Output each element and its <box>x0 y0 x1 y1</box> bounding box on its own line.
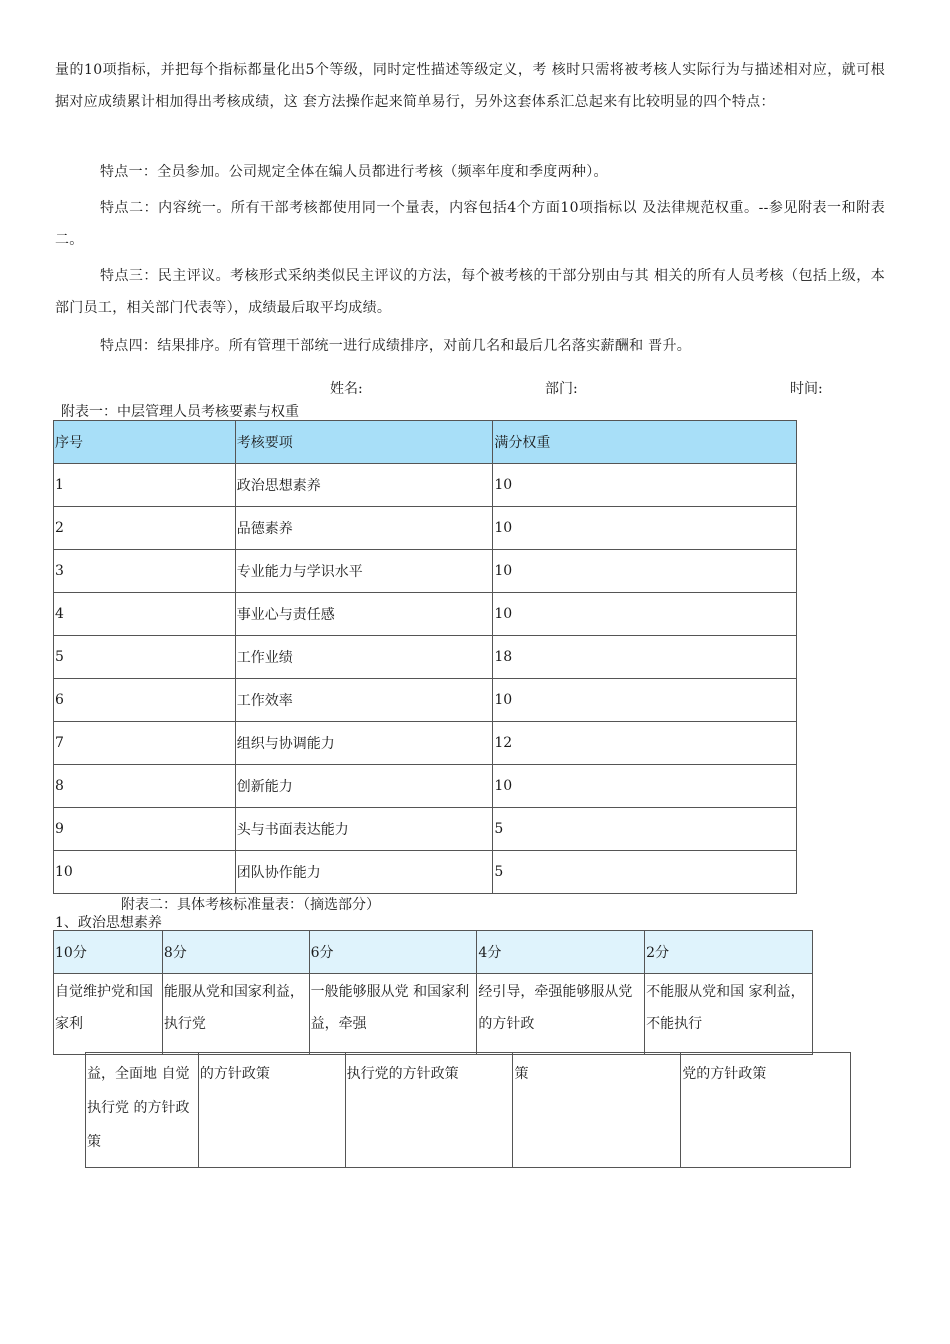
table-row <box>54 507 797 550</box>
cell: 的方针政策 <box>198 1053 345 1168</box>
table-row <box>54 722 797 765</box>
dept-label: 部门: <box>545 381 578 397</box>
cell: 10 <box>493 765 797 808</box>
cell: 10 <box>54 851 236 894</box>
cell: 专业能力与学识水平 <box>235 550 493 593</box>
cell: 10 <box>493 464 797 507</box>
table-header-row <box>54 931 813 974</box>
cell: 2 <box>54 507 236 550</box>
cell: 10 <box>493 679 797 722</box>
table-row <box>54 636 797 679</box>
header-cell: 序号 <box>54 421 236 464</box>
cell: 不能服从党和国 家利益，不能执行 <box>645 974 813 1055</box>
cell: 工作业绩 <box>235 636 493 679</box>
cell: 事业心与责任感 <box>235 593 493 636</box>
cell: 能服从党和国家利益，执行党 <box>162 974 309 1055</box>
table-row <box>54 464 797 507</box>
paragraph-feature-3: 特点三：民主评议。考核形式采纳类似民主评议的方法，每个被考核的干部分别由与其 相关的所有人员考核（包括上级，本部门员工，相关部门代表等），成绩最后取平均成绩。 <box>55 268 885 316</box>
table-row <box>54 765 797 808</box>
cell: 头与书面表达能力 <box>235 808 493 851</box>
cell: 10 <box>493 507 797 550</box>
cell: 组织与协调能力 <box>235 722 493 765</box>
table-row <box>54 679 797 722</box>
header-cell: 10分 <box>54 931 163 974</box>
paragraph-feature-1: 特点一：全员参加。公司规定全体在编人员都进行考核（频率年度和季度两种）。 <box>100 164 608 180</box>
cell: 12 <box>493 722 797 765</box>
cell: 7 <box>54 722 236 765</box>
cell: 5 <box>493 808 797 851</box>
cell: 8 <box>54 765 236 808</box>
cell: 工作效率 <box>235 679 493 722</box>
cell: 团队协作能力 <box>235 851 493 894</box>
header-cell: 8分 <box>162 931 309 974</box>
cell: 党的方针政策 <box>681 1053 851 1168</box>
table2-caption: 附表二：具体考核标准量表：（摘选部分） <box>121 897 380 913</box>
table-row <box>54 974 813 1055</box>
cell: 10 <box>493 550 797 593</box>
header-cell: 6分 <box>309 931 477 974</box>
standards-table <box>53 930 813 1055</box>
cell: 一般能够服从党 和国家利益，牵强 <box>309 974 477 1055</box>
cell: 创新能力 <box>235 765 493 808</box>
cell: 9 <box>54 808 236 851</box>
name-label: 姓名: <box>330 381 363 397</box>
cell: 10 <box>493 593 797 636</box>
standards-table-continued <box>85 1052 851 1168</box>
header-cell: 2分 <box>645 931 813 974</box>
cell: 1 <box>54 464 236 507</box>
cell: 6 <box>54 679 236 722</box>
table2-subcaption: 1、政治思想素养 <box>55 915 162 931</box>
table-row <box>54 593 797 636</box>
cell: 18 <box>493 636 797 679</box>
table-row <box>54 851 797 894</box>
cell: 执行党的方针政策 <box>345 1053 513 1168</box>
header-cell: 考核要项 <box>235 421 493 464</box>
header-cell: 4分 <box>477 931 645 974</box>
cell: 5 <box>54 636 236 679</box>
cell: 益，全面地 自觉执行党 的方针政策 <box>86 1053 199 1168</box>
weights-table <box>53 420 797 894</box>
cell: 自觉维护党和国家利 <box>54 974 163 1055</box>
table-header-row <box>54 421 797 464</box>
cell: 经引导，牵强能够服从党的方针政 <box>477 974 645 1055</box>
table1-caption: 附表一：中层管理人员考核要素与权重 <box>61 404 299 420</box>
cell: 政治思想素养 <box>235 464 493 507</box>
table-row <box>54 808 797 851</box>
paragraph-intro: 量的10项指标，并把每个指标都量化出5个等级，同时定性描述等级定义，考 核时只需将被考核人实际行为与描述相对应，就可根据对应成绩累计相加得出考核成绩，这 套方法操作起来简单易行，另外这套体系汇总起来有比较明显的四个特点： <box>55 62 885 110</box>
cell: 品德素养 <box>235 507 493 550</box>
table-row <box>54 550 797 593</box>
cell: 5 <box>493 851 797 894</box>
time-label: 时间: <box>790 381 823 397</box>
cell: 策 <box>513 1053 681 1168</box>
cell: 4 <box>54 593 236 636</box>
cell: 3 <box>54 550 236 593</box>
paragraph-feature-4: 特点四：结果排序。所有管理干部统一进行成绩排序，对前几名和最后几名落实薪酬和 晋升。 <box>100 338 692 354</box>
paragraph-feature-2: 特点二：内容统一。所有干部考核都使用同一个量表，内容包括4个方面10项指标以 及法律规范权重。--参见附表一和附表二。 <box>55 200 885 248</box>
header-cell: 满分权重 <box>493 421 797 464</box>
table-row <box>86 1053 851 1168</box>
